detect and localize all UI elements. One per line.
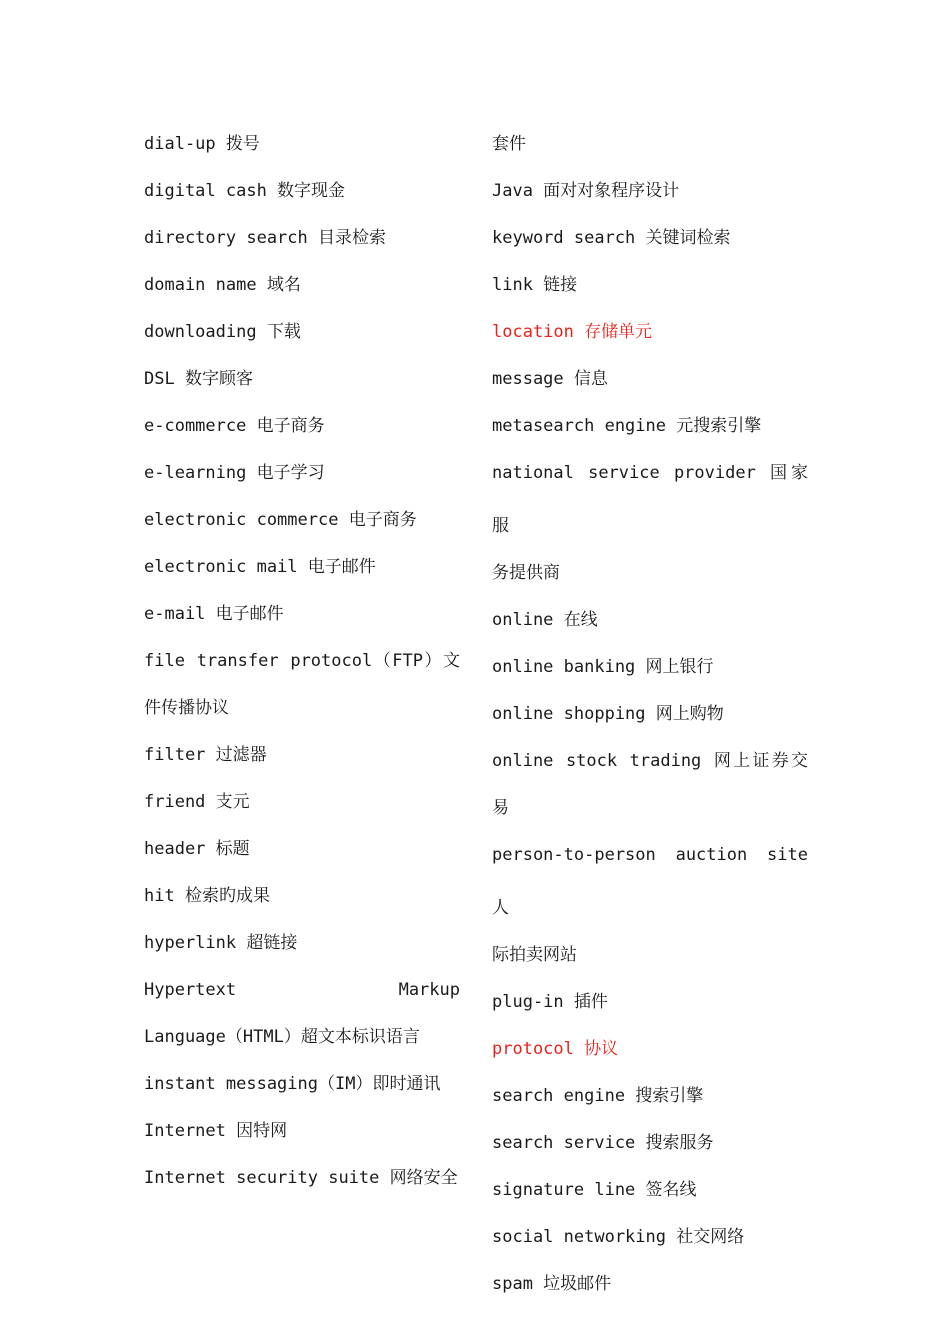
- glossary-entry: instant messaging（IM）即时通讯: [144, 1074, 441, 1094]
- glossary-entry-continuation: Language（HTML）超文本标识语言: [144, 1027, 420, 1047]
- glossary-entry: e-mail 电子邮件: [144, 604, 284, 624]
- glossary-entry: person-to-person auction site 人: [492, 845, 808, 918]
- glossary-entry: domain name 域名: [144, 275, 301, 295]
- glossary-entry-continuation: 际拍卖网站: [492, 945, 577, 965]
- glossary-entry: hit 检索旳成果: [144, 886, 270, 906]
- glossary-entry: metasearch engine 元搜索引擎: [492, 416, 762, 436]
- left-column: [144, 118, 460, 1199]
- glossary-entry: directory search 目录检索: [144, 228, 386, 248]
- glossary-entry: filter 过滤器: [144, 745, 267, 765]
- glossary-entry: social networking 社交网络: [492, 1227, 745, 1247]
- glossary-entry: plug-in 插件: [492, 992, 608, 1012]
- glossary-entry: link 链接: [492, 275, 578, 295]
- glossary-entry: DSL 数字顾客: [144, 369, 253, 389]
- glossary-entry: Internet 因特网: [144, 1121, 288, 1141]
- glossary-entry: signature line 签名线: [492, 1180, 697, 1200]
- glossary-entry: Internet security suite 网络安全: [144, 1168, 458, 1188]
- glossary-entry: digital cash 数字现金: [144, 181, 346, 201]
- right-column: [492, 118, 808, 1305]
- glossary-entry: electronic commerce 电子商务: [144, 510, 417, 530]
- glossary-entry: Java 面对对象程序设计: [492, 181, 680, 201]
- glossary-entry: Hypertext Markup: [144, 980, 460, 1000]
- glossary-entry-continuation: 套件: [492, 134, 526, 154]
- glossary-entry-continuation: 务提供商: [492, 563, 560, 583]
- glossary-entry: online banking 网上银行: [492, 657, 714, 677]
- glossary-entry: online stock trading 网上证券交: [492, 751, 808, 771]
- glossary-entry-continuation: 易: [492, 798, 509, 818]
- glossary-entry: hyperlink 超链接: [144, 933, 298, 953]
- glossary-entry: dial-up 拨号: [144, 134, 260, 154]
- glossary-entry: online 在线: [492, 610, 598, 630]
- glossary-entry-highlighted: protocol 协议: [492, 1039, 619, 1059]
- glossary-entry: friend 支元: [144, 792, 250, 812]
- glossary-entry: search engine 搜索引擎: [492, 1086, 704, 1106]
- glossary-entry: e-learning 电子学习: [144, 463, 325, 483]
- glossary-entry: downloading 下载: [144, 322, 301, 342]
- glossary-entry: spam 垃圾邮件: [492, 1274, 612, 1294]
- glossary-entry: file transfer protocol（FTP）文: [144, 651, 460, 671]
- glossary-entry: national service provider 国家服: [492, 463, 808, 536]
- glossary-entry: message 信息: [492, 369, 608, 389]
- glossary-entry-continuation: 件传播协议: [144, 698, 229, 718]
- glossary-entry: search service 搜索服务: [492, 1133, 714, 1153]
- glossary-entry-highlighted: location 存储单元: [492, 322, 653, 342]
- glossary-entry: e-commerce 电子商务: [144, 416, 325, 436]
- glossary-entry: keyword search 关键词检索: [492, 228, 731, 248]
- glossary-entry: electronic mail 电子邮件: [144, 557, 376, 577]
- glossary-entry: header 标题: [144, 839, 250, 859]
- glossary-entry: online shopping 网上购物: [492, 704, 724, 724]
